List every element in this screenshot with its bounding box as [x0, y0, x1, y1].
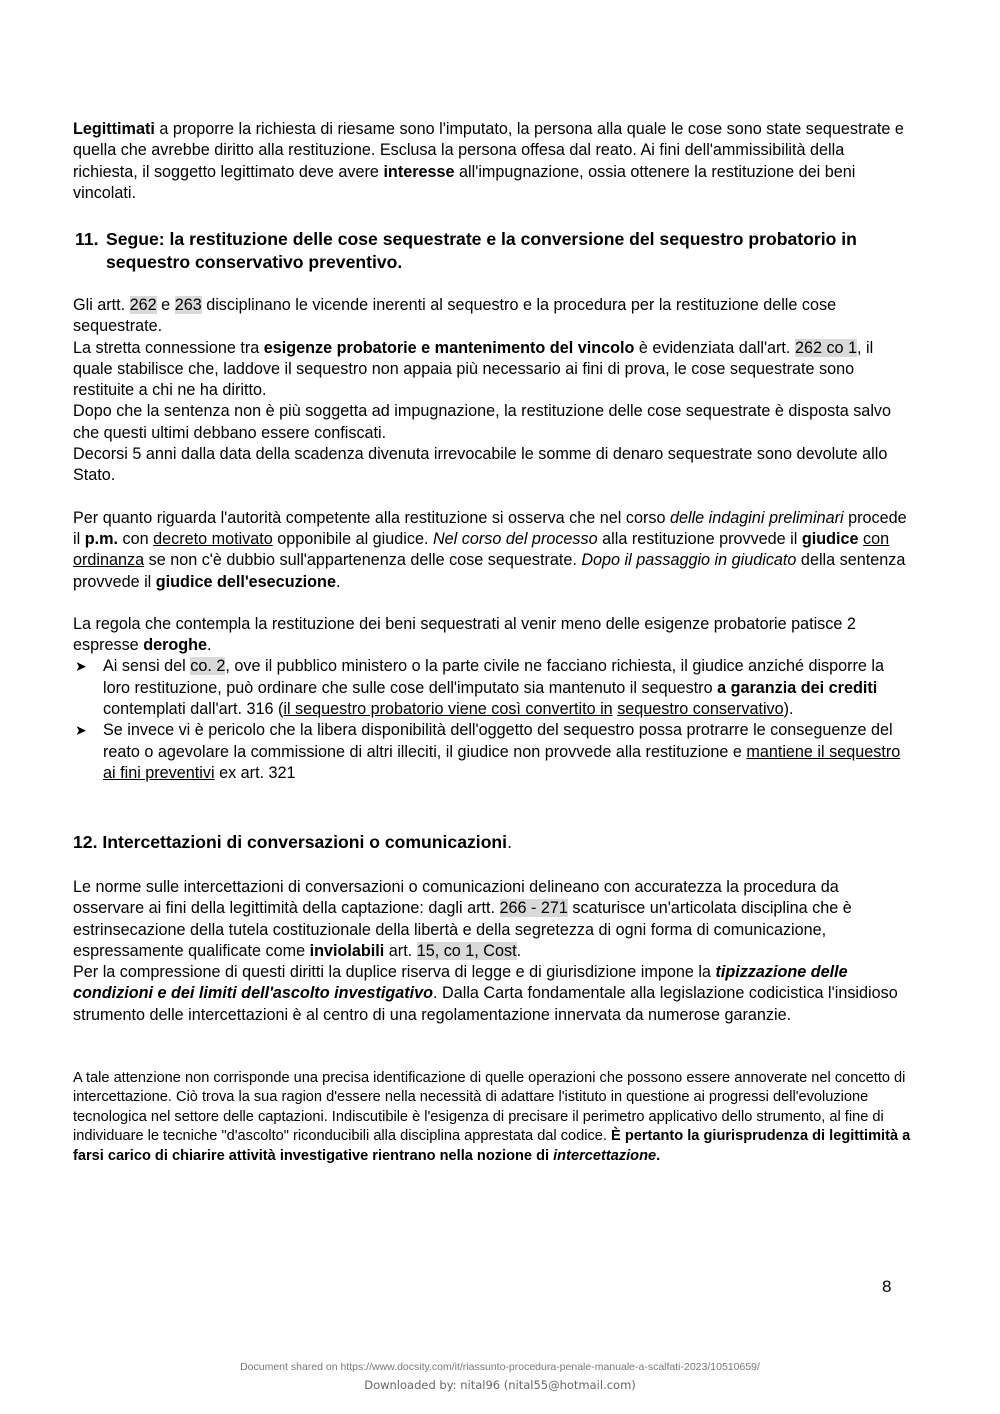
highlighted-ref: 266 - 271 [499, 899, 568, 918]
heading-text: Segue: la restituzione delle cose sequestrate e la conversione del sequestro probatorio in sequestro conservativo preventivo. [106, 229, 857, 272]
heading-number: 11. [75, 229, 99, 249]
page-number: 8 [882, 1277, 892, 1296]
paragraph: Gli artt. 262 e 263 disciplinano le vicende inerenti al sequestro e la procedura per la restituzione delle cose sequestrate. [73, 296, 837, 336]
paragraph-small: A tale attenzione non corrisponde una precisa identificazione di quelle operazioni che possono essere annoverate nel concetto di intercettazione. Ciò trova la sua ragion d'essere nella necessità di adattare l'istituto in questione ai progressi dell'evoluzione tecnologica nel settore delle captazioni. Indiscutibile è l'esigenza di precisare il perimetro applicativo dello strumento, al fine di individuare le tecniche "d'ascolto" riconducibili alla disciplina apprestata dal codice. È pertanto la giurisprudenza di legittimità a farsi carico di chiarire attività investigative rientrano nella nozione di intercettazione. [73, 1070, 911, 1164]
paragraph: Per la compressione di questi diritti la duplice riserva di legge e di giurisdizione impone la tipizzazione delle condizioni e dei limiti dell'ascolto investigativo. Dalla Carta fondamentale alla legislazione codicistica l'insidioso strumento delle intercettazioni è al centro di una regolamentazione innervata da numerose garanzie. [73, 963, 898, 1024]
section-heading-12: 12. Intercettazioni di conversazioni o comunicazioni. [73, 832, 512, 852]
section-12-body [73, 877, 913, 1026]
footer-shared-link[interactable]: Document shared on https://www.docsity.com/it/riassunto-procedura-penale-manuale-a-scalfati-2023/10510659/ [240, 1361, 760, 1373]
paragraph: La stretta connessione tra esigenze probatorie e mantenimento del vincolo è evidenziata dall'art. 262 co 1, il quale stabilisce che, laddove il sequestro non appaia più necessario ai fini di prova, le cose sequestrate sono restituite a chi ne ha diritto. [73, 338, 874, 400]
paragraph: Le norme sulle intercettazioni di conversazioni o comunicazioni delineano con accuratezza la procedura da osservare ai fini della legittimità della captazione: dagli artt. 266 - 271 scaturisce un'articolata disciplina che è estrinsecazione della tutela costituzionale della libertà e della segretezza di ogni forma di comunicazione, espressamente qualificate come inviolabili art. 15, co 1, Cost. [73, 878, 852, 960]
arrow-bullet-icon: ➤ [75, 658, 87, 675]
footer-downloaded-by: Downloaded by: nital96 (nital55@hotmail.com) [364, 1378, 636, 1392]
bold-term: Legittimati [73, 120, 155, 138]
highlighted-ref: 15, co 1, Cost [416, 941, 517, 960]
paragraph: Decorsi 5 anni dalla data della scadenza divenuta irrevocabile le somme di denaro sequestrate sono devolute allo Stato. [73, 445, 888, 485]
paragraph: La regola che contempla la restituzione dei beni sequestrati al venir meno delle esigenze probatorie patisce 2 espresse deroghe. [73, 614, 856, 655]
section-heading-11 [75, 228, 915, 274]
list-item: ➤ Ai sensi del co. 2, ove il pubblico ministero o la parte civile ne facciano richiesta, il giudice anziché disporre la loro restituzione, può ordinare che sulle cose dell'imputato sia mantenuto il sequestro a garanzia dei crediti contemplati dall'art. 316 (il sequestro probatorio viene così convertito in sequestro conservativo). [75, 657, 885, 719]
arrow-bullet-icon: ➤ [75, 722, 87, 739]
paragraph-legittimati: Legittimati a proporre la richiesta di riesame sono l'imputato, la persona alla quale le cose sono state sequestrate e quella che avrebbe diritto alla restituzione. Esclusa la persona offesa dal reato. Ai fini dell'ammissibilità della richiesta, il soggetto legittimato deve avere interesse all'impugnazione, ossia ottenere la restituzione dei beni vincolati. [73, 120, 904, 202]
highlighted-ref: 262 [129, 296, 157, 314]
highlighted-ref: 263 [174, 296, 202, 314]
bullet-list [73, 656, 913, 784]
highlighted-ref: co. 2 [190, 657, 226, 676]
list-item: ➤ Se invece vi è pericolo che la libera disponibilità dell'oggetto del sequestro possa protrarre le conseguenze del reato o agevolare la commissione di altri illeciti, il giudice non provvede alla restituzione e mantiene il sequestro ai fini preventivi ex art. 321 [75, 721, 901, 782]
bold-term: interesse [383, 162, 455, 181]
highlighted-ref: 262 co 1 [794, 338, 858, 357]
paragraph: Per quanto riguarda l'autorità competente alla restituzione si osserva che nel corso delle indagini preliminari procede il p.m. con decreto motivato opponibile al giudice. Nel corso del processo alla restituzione provvede il giudice con ordinanza se non c'è dubbio sull'appartenenza delle cose sequestrate. Dopo il passaggio in giudicato della sentenza provvede il giudice dell'esecuzione. [73, 508, 907, 591]
section-11-body [73, 295, 913, 784]
paragraph: Dopo che la sentenza non è più soggetta ad impugnazione, la restituzione delle cose sequestrate è disposta salvo che questi ultimi debbano essere confiscati. [73, 402, 892, 442]
heading-text: 12. Intercettazioni di conversazioni o comunicazioni [73, 832, 508, 852]
